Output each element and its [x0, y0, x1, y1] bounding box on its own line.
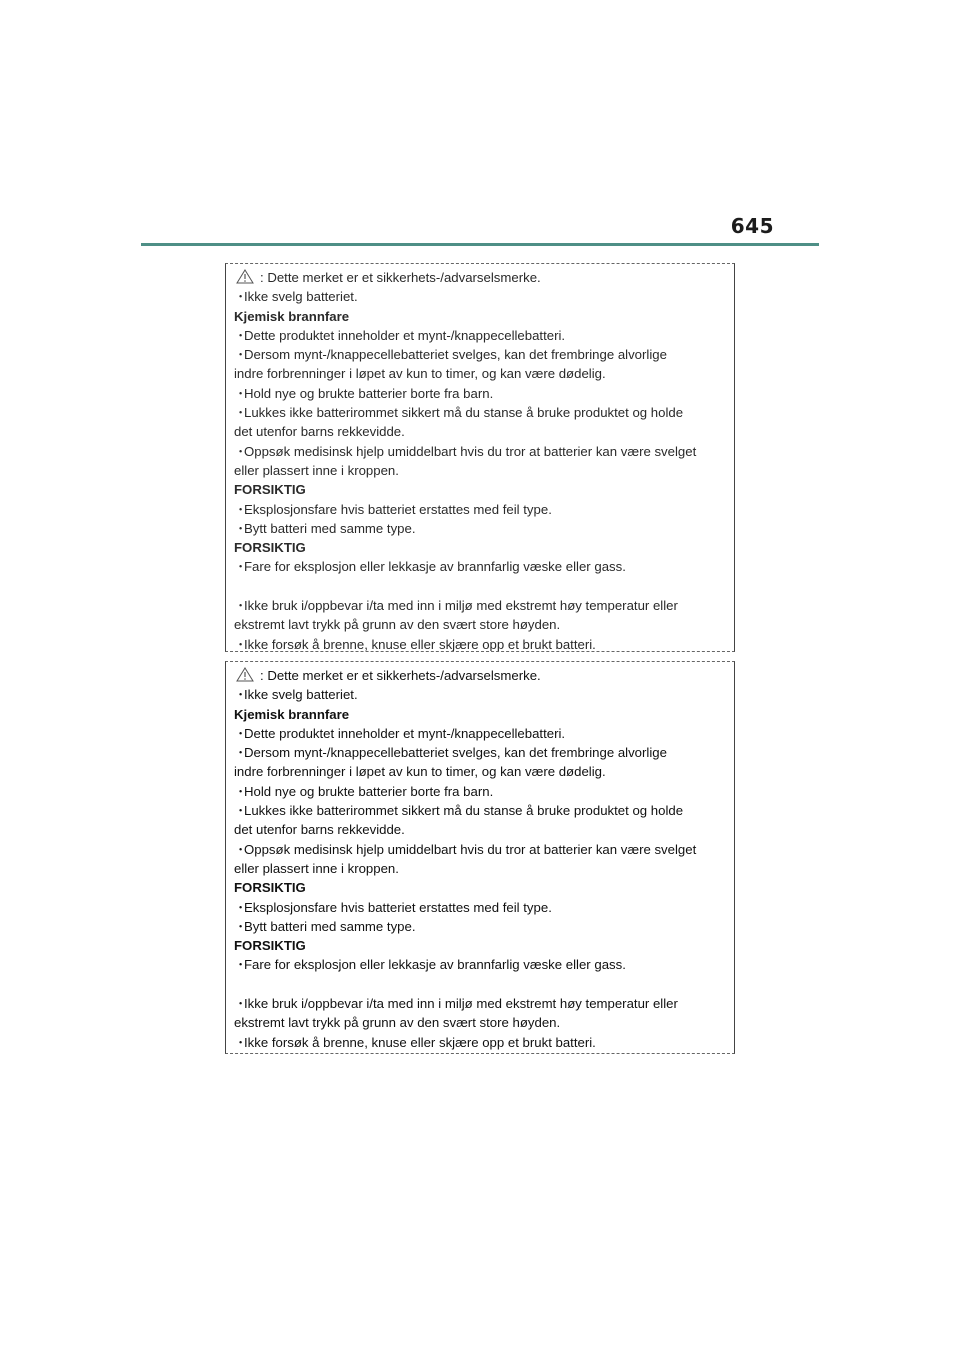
- line-text: Kjemisk brannfare: [234, 308, 350, 324]
- line-text: eller plassert inne i kroppen.: [234, 462, 399, 478]
- battery-warning-label-panel: [225, 661, 735, 1054]
- bullet-item: [234, 685, 726, 704]
- section-heading: [234, 480, 726, 499]
- bullet-mark: ・: [234, 598, 248, 614]
- header-rule: [141, 243, 819, 246]
- bullet-item: [234, 782, 726, 801]
- line-text: Dette produktet inneholder et mynt-/knappecellebatteri.: [244, 327, 566, 343]
- bullet-item: [234, 1033, 726, 1052]
- bullet-item: [234, 519, 726, 538]
- bullet-mark: ・: [234, 636, 248, 652]
- line-text: det utenfor barns rekkevidde.: [234, 822, 405, 838]
- bullet-mark: ・: [234, 405, 248, 421]
- line-text: Bytt batteri med samme type.: [244, 520, 416, 536]
- blank-line: [234, 577, 726, 596]
- line-text: FORSIKTIG: [234, 540, 306, 556]
- bullet-mark: ・: [234, 347, 248, 363]
- bullet-item: [234, 403, 726, 422]
- continuation-line: [234, 1013, 726, 1032]
- continuation-line: [234, 615, 726, 634]
- bullet-mark: ・: [234, 899, 248, 915]
- line-text: Hold nye og brukte batterier borte fra barn.: [244, 783, 494, 799]
- bullet-item: [234, 801, 726, 820]
- line-text: FORSIKTIG: [234, 880, 306, 896]
- bullet-item: [234, 442, 726, 461]
- bullet-mark: ・: [234, 996, 248, 1012]
- bullet-mark: ・: [234, 918, 248, 934]
- bullet-item: [234, 743, 726, 762]
- continuation-line: [234, 461, 726, 480]
- bullet-mark: ・: [234, 841, 248, 857]
- continuation-line: [234, 820, 726, 839]
- bullet-item: [234, 917, 726, 936]
- line-text: Dette produktet inneholder et mynt-/knappecellebatteri.: [244, 725, 566, 741]
- warning-symbol-line: [234, 268, 726, 287]
- line-text: Ikke forsøk å brenne, knuse eller skjære opp et brukt batteri.: [244, 1034, 596, 1050]
- line-text: Fare for eksplosjon eller lekkasje av brannfarlig væske eller gass.: [244, 957, 626, 973]
- line-text: Oppsøk medisinsk hjelp umiddelbart hvis du tror at batterier kan være svelget: [244, 443, 697, 459]
- line-text: Lukkes ikke batterirommet sikkert må du stanse å bruke produktet og holde: [244, 405, 684, 421]
- line-text: Dersom mynt-/knappecellebatteriet svelges, kan det frembringe alvorlige: [244, 745, 667, 761]
- bullet-mark: ・: [234, 783, 248, 799]
- continuation-line: [234, 422, 726, 441]
- bullet-mark: ・: [234, 289, 248, 305]
- line-text: ekstremt lavt trykk på grunn av den svært store høyden.: [234, 1015, 561, 1031]
- bullet-item: [234, 724, 726, 743]
- bullet-item: [234, 898, 726, 917]
- bullet-mark: ・: [234, 443, 248, 459]
- section-heading: [234, 705, 726, 724]
- line-text: Bytt batteri med samme type.: [244, 918, 416, 934]
- line-text: Ikke bruk i/oppbevar i/ta med inn i miljø med ekstremt høy temperatur eller: [244, 598, 678, 614]
- line-text: : Dette merket er et sikkerhets-/advarselsmerke.: [260, 668, 541, 683]
- warning-symbol-line: [234, 666, 726, 685]
- page-number: 645: [730, 214, 774, 238]
- bullet-item: [234, 840, 726, 859]
- line-text: Ikke svelg batteriet.: [244, 687, 358, 703]
- section-heading: [234, 936, 726, 955]
- line-text: indre forbrenninger i løpet av kun to timer, og kan være dødelig.: [234, 764, 606, 780]
- bullet-mark: ・: [234, 327, 248, 343]
- line-text: indre forbrenninger i løpet av kun to timer, og kan være dødelig.: [234, 366, 606, 382]
- line-text: Ikke svelg batteriet.: [244, 289, 358, 305]
- bullet-mark: ・: [234, 803, 248, 819]
- bullet-mark: ・: [234, 687, 248, 703]
- battery-warning-label-panel: [225, 263, 735, 652]
- bullet-mark: ・: [234, 957, 248, 973]
- line-text: : Dette merket er et sikkerhets-/advarselsmerke.: [260, 270, 541, 285]
- line-text: Ikke forsøk å brenne, knuse eller skjære opp et brukt batteri.: [244, 636, 596, 652]
- bullet-mark: ・: [234, 725, 248, 741]
- bullet-item: [234, 557, 726, 576]
- bullet-mark: ・: [234, 559, 248, 575]
- line-text: Lukkes ikke batterirommet sikkert må du stanse å bruke produktet og holde: [244, 803, 684, 819]
- line-text: FORSIKTIG: [234, 938, 306, 954]
- section-heading: [234, 878, 726, 897]
- bullet-item: [234, 994, 726, 1013]
- continuation-line: [234, 859, 726, 878]
- line-text: eller plassert inne i kroppen.: [234, 860, 399, 876]
- continuation-line: [234, 364, 726, 383]
- line-text: Eksplosjonsfare hvis batteriet erstattes med feil type.: [244, 899, 552, 915]
- line-text: Fare for eksplosjon eller lekkasje av brannfarlig væske eller gass.: [244, 559, 626, 575]
- continuation-line: [234, 762, 726, 781]
- bullet-mark: ・: [234, 745, 248, 761]
- bullet-item: [234, 955, 726, 974]
- line-text: FORSIKTIG: [234, 482, 306, 498]
- bullet-item: [234, 345, 726, 364]
- bullet-mark: ・: [234, 1034, 248, 1050]
- bullet-mark: ・: [234, 385, 248, 401]
- line-text: Oppsøk medisinsk hjelp umiddelbart hvis du tror at batterier kan være svelget: [244, 841, 697, 857]
- bullet-mark: ・: [234, 501, 248, 517]
- line-text: Eksplosjonsfare hvis batteriet erstattes med feil type.: [244, 501, 552, 517]
- line-text: Ikke bruk i/oppbevar i/ta med inn i miljø med ekstremt høy temperatur eller: [244, 996, 678, 1012]
- line-text: Dersom mynt-/knappecellebatteriet svelges, kan det frembringe alvorlige: [244, 347, 667, 363]
- line-text: Hold nye og brukte batterier borte fra barn.: [244, 385, 494, 401]
- blank-line: [234, 975, 726, 994]
- line-text: Kjemisk brannfare: [234, 706, 350, 722]
- line-text: det utenfor barns rekkevidde.: [234, 424, 405, 440]
- section-heading: [234, 538, 726, 557]
- bullet-item: [234, 635, 726, 652]
- warning-triangle-icon: [236, 667, 254, 682]
- bullet-mark: ・: [234, 520, 248, 536]
- line-text: ekstremt lavt trykk på grunn av den svært store høyden.: [234, 617, 561, 633]
- warning-triangle-icon: [236, 269, 254, 284]
- bullet-item: [234, 596, 726, 615]
- bullet-item: [234, 326, 726, 345]
- section-heading: [234, 307, 726, 326]
- bullet-item: [234, 287, 726, 306]
- bullet-item: [234, 384, 726, 403]
- bullet-item: [234, 500, 726, 519]
